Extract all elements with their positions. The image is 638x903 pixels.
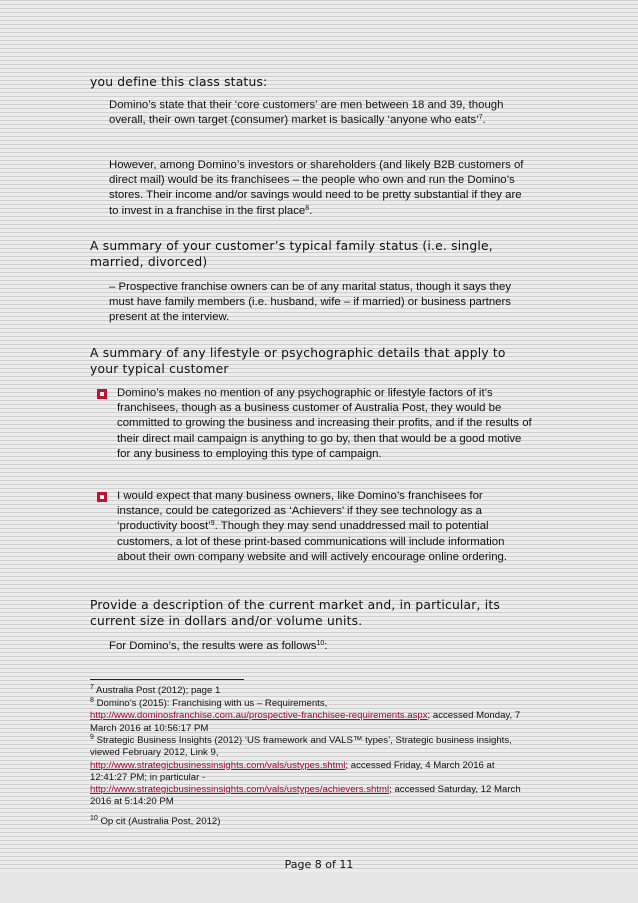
footnote-9 <box>90 735 530 809</box>
footnote-text: Strategic Business Insights (2012) ‘US framework and VALS™ types’, Strategic business insights, viewed February 2012, Link 9, <box>90 735 512 759</box>
footnote-link-ustypes[interactable]: http://www.strategicbusinessinsights.com/vals/ustypes.shtml <box>90 759 346 771</box>
square-bullet-icon <box>97 492 107 502</box>
footnote-ref-8[interactable]: 8 <box>305 204 310 212</box>
footnote-ref-7[interactable]: 7 <box>478 114 483 122</box>
footnote-ref-10[interactable]: 10 <box>316 640 325 647</box>
bullet-item-psychographic: Domino’s makes no mention of any psychographic or lifestyle factors of it’s franchisees, though as a business customer of Australia Post, they would be committed to growing the business and increasing their profits, and if the results of their direct mail campaign is anything to go by, then that would be a good motive for any business to employing this type of campaign. <box>117 387 532 460</box>
paragraph-franchisees <box>109 158 534 219</box>
footnote-text: ; accessed Monday, 7 March 2016 at 10:56:17 PM <box>90 710 521 734</box>
paragraph-text: However, among Domino’s investors or shareholders (and likely B2B customers of direct mail) would be its franchisees – the people who own and run the Domino’s stores. Their income and/or savings would need to be pretty substantial if they are to invest in a franchise in the first place <box>109 159 524 217</box>
footnote-number: 7 <box>90 684 94 691</box>
paragraph-text: Domino’s state that their ‘core customers’ are men between 18 and 39, though overall, their own target (consumer) market is basically ‘anyone who eats’ <box>109 99 504 127</box>
footnote-text: ; accessed Saturday, 12 March 2016 at 5:14:20 PM <box>90 784 521 808</box>
footnote-link-achievers[interactable]: http://www.strategicbusinessinsights.com/vals/ustypes/achievers.shtml <box>90 784 390 796</box>
paragraph-marital-status: – Prospective franchise owners can be of any marital status, though it says they must have family members (i.e. husband, wife – if married) or business partners present at the interview. <box>109 281 512 324</box>
paragraph-end: : <box>324 640 328 652</box>
footnote-number: 10 <box>90 815 98 822</box>
bullet-text-continued: . Though they may send unaddressed mail to potential customers, a lot of these print-based communications will include information about their own company website and will actively encourage online ordering. <box>117 520 508 563</box>
footnote-10 <box>90 816 530 828</box>
footnote-separator <box>90 679 244 680</box>
page-number: Page 8 of 11 <box>284 858 354 871</box>
footnote-text: ; accessed Friday, 4 March 2016 at 12:41:27 PM; in particular - <box>90 759 495 783</box>
footnote-8 <box>90 698 530 735</box>
section-heading-current-market: Provide a description of the current market and, in particular, its current size in dollars and/or volume units. <box>90 598 501 628</box>
footnote-ref-9[interactable]: 9 <box>210 520 215 528</box>
footnote-link-dominos[interactable]: http://www.dominosfranchise.com.au/prospective-franchisee-requirements.aspx <box>90 710 428 722</box>
square-bullet-icon <box>97 389 107 399</box>
footnote-text: Australia Post (2012); page 1 <box>93 685 221 696</box>
footnote-text: Domino’s (2015): Franchising with us – Requirements, <box>93 698 328 709</box>
footnote-number: 9 <box>90 734 94 741</box>
bullet-item-achievers <box>117 489 522 565</box>
footnote-number: 8 <box>90 697 94 704</box>
footnote-7 <box>90 685 530 697</box>
section-heading-family-status: A summary of your customer’s typical family status (i.e. single, married, divorced) <box>90 239 493 269</box>
paragraph-end: . <box>309 204 313 217</box>
paragraph-end: . <box>482 114 486 127</box>
page-footer-band <box>0 872 638 903</box>
paragraph-core-customers <box>109 98 529 128</box>
paragraph-results <box>109 639 529 654</box>
paragraph-text: For Domino’s, the results were as follows <box>109 640 317 652</box>
section-heading-lifestyle: A summary of any lifestyle or psychographic details that apply to your typical customer <box>90 346 506 376</box>
section-heading-class-status: you define this class status: <box>90 75 268 89</box>
bullet-text: I would expect that many business owners, like Domino’s franchisees for instance, could be categorized as ‘Achievers’ if they see technology as a ‘productivity boost’ <box>117 490 483 533</box>
footnote-text: Op cit (Australia Post, 2012) <box>97 816 221 827</box>
